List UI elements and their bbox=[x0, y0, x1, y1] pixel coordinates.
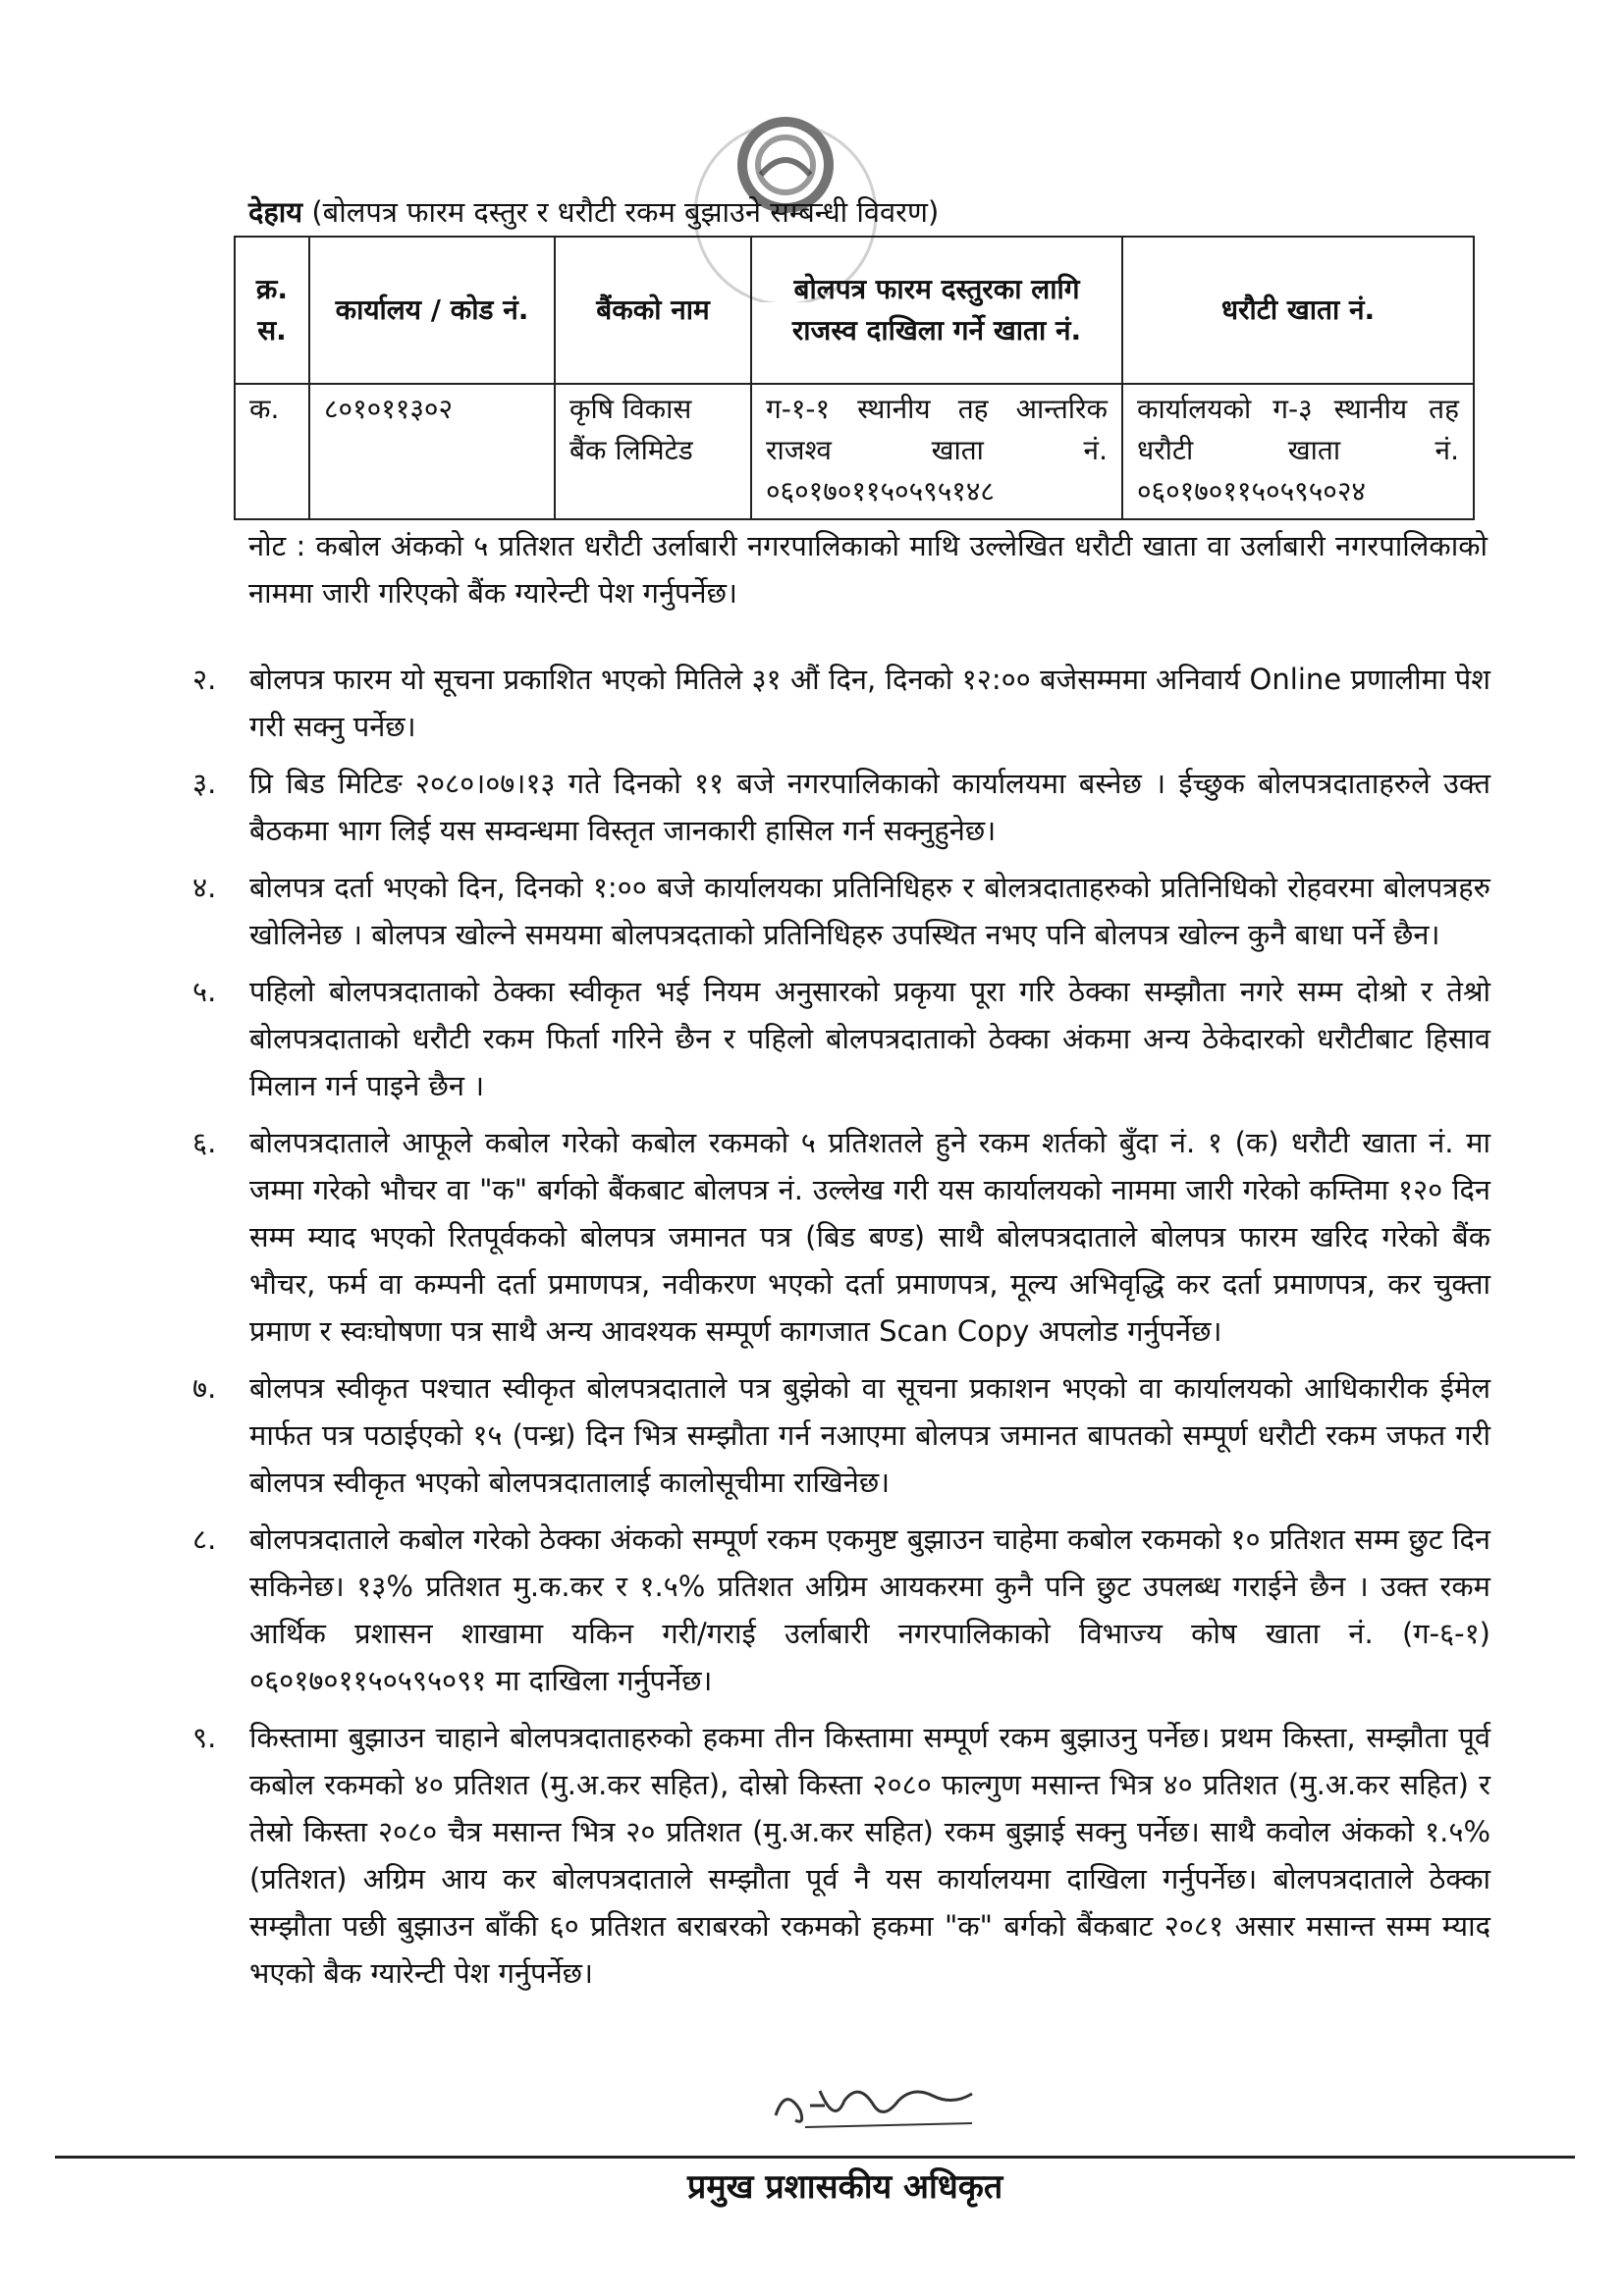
note-text: नोट : कबोल अंकको ५ प्रतिशत धरौटी उर्लाबारी नगरपालिकाको माथि उल्लेखित धरौटी खाता वा उर्लाबारी नगरपालिकाको नाममा जारी गरिएको बैंक ग्यारेन्टी पेश गर्नुपर्नेछ। bbox=[248, 529, 1488, 610]
list-item bbox=[192, 1714, 1490, 1997]
cell-bank-name: कृषि विकास बैंक लिमिटेड bbox=[555, 384, 751, 519]
item-text: बोलपत्र स्वीकृत पश्चात स्वीकृत बोलपत्रदाताले पत्र बुझेको वा सूचना प्रकाशन भएको वा कार्यालयको आधिकारीक ईमेल मार्फत पत्र पठाईएको १५ (पन्ध्र) दिन भित्र सम्झौता गर्न नआएमा बोलपत्र जमानत बापतको सम्पूर्ण धरौटी रकम जफत गरी बोलपत्र स्वीकृत भएको बोलपत्रदातालाई कालोसूचीमा राखिनेछ। bbox=[249, 1371, 1490, 1499]
list-item bbox=[192, 1119, 1490, 1355]
item-number: ६. bbox=[192, 1126, 217, 1159]
header-deposit-account: धरौटी खाता नं. bbox=[1122, 237, 1474, 384]
list-item bbox=[192, 1364, 1490, 1506]
header-bank-name: बैंकको नाम bbox=[555, 237, 751, 384]
fee-deposit-table bbox=[234, 236, 1475, 520]
cell-serial: क. bbox=[235, 384, 309, 519]
item-number: ८. bbox=[192, 1522, 217, 1556]
header-office-code: कार्यालय / कोड नं. bbox=[309, 237, 555, 384]
table-header-row bbox=[235, 237, 1474, 384]
list-item bbox=[192, 1516, 1490, 1704]
item-text: किस्तामा बुझाउन चाहाने बोलपत्रदाताहरुको हकमा तीन किस्तामा सम्पूर्ण रकम बुझाउनु पर्नेछ। प्रथम किस्ता, सम्झौता पूर्व कबोल रकमको ४० प्रतिशत (मु.अ.कर सहित), दोस्रो किस्ता २०८० फाल्गुण मसान्त भित्र ४० प्रतिशत (मु.अ.कर सहित) र तेस्रो किस्ता २०८० चैत्र मसान्त भित्र २० प्रतिशत (मु.अ.कर सहित) रकम बुझाई सक्नु पर्नेछ। साथै कवोल अंकको १.५% (प्रतिशत) अग्रिम आय कर बोलपत्रदाताले सम्झौता पूर्व नै यस कार्यालयमा दाखिला गर्नुपर्नेछ। बोलपत्रदाताले ठेक्का सम्झौता पछी बुझाउन बाँकी ६० प्रतिशत बराबरको रकमको हकमा "क" बर्गको बैंकबाट २०८१ असार मसान्त सम्म म्याद भएको बैक ग्यारेन्टी पेश गर्नुपर्नेछ। bbox=[249, 1721, 1490, 1990]
signatory-title: प्रमुख प्रशासकीय अधिकृत bbox=[687, 2167, 1003, 2207]
item-text: बोलपत्र फारम यो सूचना प्रकाशित भएको मितिले ३१ औं दिन, दिनको १२:०० बजेसम्ममा अनिवार्य Online प्रणालीमा पेश गरी सक्नु पर्नेछ। bbox=[249, 663, 1490, 743]
handwritten-signature bbox=[766, 2066, 1001, 2145]
item-number: २. bbox=[192, 663, 217, 696]
item-number: ५. bbox=[192, 975, 217, 1008]
item-number: ३. bbox=[192, 767, 217, 800]
list-item bbox=[192, 968, 1490, 1109]
list-item bbox=[192, 760, 1490, 854]
item-number: ९. bbox=[192, 1721, 217, 1754]
signature-divider bbox=[55, 2156, 1575, 2159]
conditions-list bbox=[192, 656, 1490, 2006]
list-item bbox=[192, 656, 1490, 750]
cell-revenue-account: ग-१-१ स्थानीय तह आन्तरिक राजश्व खाता नं. ०६०१७०११५०५९५१४८ bbox=[751, 384, 1122, 519]
section-heading bbox=[248, 192, 939, 232]
cell-office-code: ८०१०११३०२ bbox=[309, 384, 555, 519]
item-text: प्रि बिड मिटिङ २०८०।०७।१३ गते दिनको ११ बजे नगरपालिकाको कार्यालयमा बस्नेछ । ईच्छुक बोलपत्रदाताहरुले उक्त बैठकमा भाग लिई यस सम्वन्धमा विस्तृत जानकारी हासिल गर्न सक्नुहुनेछ। bbox=[249, 767, 1490, 847]
header-revenue-account: बोलपत्र फारम दस्तुरका लागि राजस्व दाखिला गर्ने खाता नं. bbox=[751, 237, 1122, 384]
item-text: बोलपत्रदाताले आफूले कबोल गरेको कबोल रकमको ५ प्रतिशतले हुने रकम शर्तको बुँदा नं. १ (क) धरौटी खाता नं. मा जम्मा गरेको भौचर वा "क" बर्गको बैंकबाट बोलपत्र नं. उल्लेख गरी यस कार्यालयको नाममा जारी गरेको कम्तिमा १२० दिन सम्म म्याद भएको रितपूर्वकको बोलपत्र जमानत पत्र (बिड बण्ड) साथै बोलपत्रदाताले बोलपत्र फारम खरिद गरेको बैंक भौचर, फर्म वा कम्पनी दर्ता प्रमाणपत्र, नवीकरण भएको दर्ता प्रमाणपत्र, मूल्य अभिवृद्धि कर दर्ता प्रमाणपत्र, कर चुक्ता प्रमाण र स्वःघोषणा पत्र साथै अन्य आवश्यक सम्पूर्ण कागजात Scan Copy अपलोड गर्नुपर्नेछ। bbox=[249, 1126, 1490, 1348]
cell-deposit-account: कार्यालयको ग-३ स्थानीय तह धरौटी खाता नं. ०६०१७०११५०५९५०२४ bbox=[1122, 384, 1474, 519]
item-text: बोलपत्र दर्ता भएको दिन, दिनको १:०० बजे कार्यालयका प्रतिनिधिहरु र बोलत्रदाताहरुको प्रतिनिधिको रोहवरमा बोलपत्रहरु खोलिनेछ । बोलपत्र खोल्ने समयमा बोलपत्रदताको प्रतिनिधिहरु उपस्थित नभए पनि बोलपत्र खोल्न कुनै बाधा पर्ने छैन। bbox=[249, 871, 1490, 951]
heading-bold: देहाय bbox=[248, 195, 303, 229]
item-number: ४. bbox=[192, 871, 217, 904]
item-text: पहिलो बोलपत्रदाताको ठेक्का स्वीकृत भई नियम अनुसारको प्रकृया पूरा गरि ठेक्का सम्झौता नगरे सम्म दोश्रो र तेश्रो बोलपत्रदाताको धरौटी रकम फिर्ता गरिने छैन र पहिलो बोलपत्रदाताको ठेक्का अंकमा अन्य ठेकेदारको धरौटीबाट हिसाव मिलान गर्न पाइने छैन । bbox=[249, 975, 1490, 1102]
heading-text: (बोलपत्र फारम दस्तुर र धरौटी रकम बुझाउने सम्बन्धी विवरण) bbox=[311, 195, 940, 229]
table-row bbox=[235, 384, 1474, 519]
header-serial: क्र. स. bbox=[235, 237, 309, 384]
list-item bbox=[192, 864, 1490, 958]
item-text: बोलपत्रदाताले कबोल गरेको ठेक्का अंकको सम्पूर्ण रकम एकमुष्ट बुझाउन चाहेमा कबोल रकमको १० प्रतिशत सम्म छुट दिन सकिनेछ। १३% प्रतिशत मु.क.कर र १.५% प्रतिशत अग्रिम आयकरमा कुनै पनि छुट उपलब्ध गराईने छैन । उक्त रकम आर्थिक प्रशासन शाखामा यकिन गरी/गराई उर्लाबारी नगरपालिकाको विभाज्य कोष खाता नं. (ग-६-१) ०६०१७०११५०५९५०९१ मा दाखिला गर्नुपर्नेछ। bbox=[249, 1522, 1490, 1697]
item-number: ७. bbox=[192, 1371, 217, 1405]
